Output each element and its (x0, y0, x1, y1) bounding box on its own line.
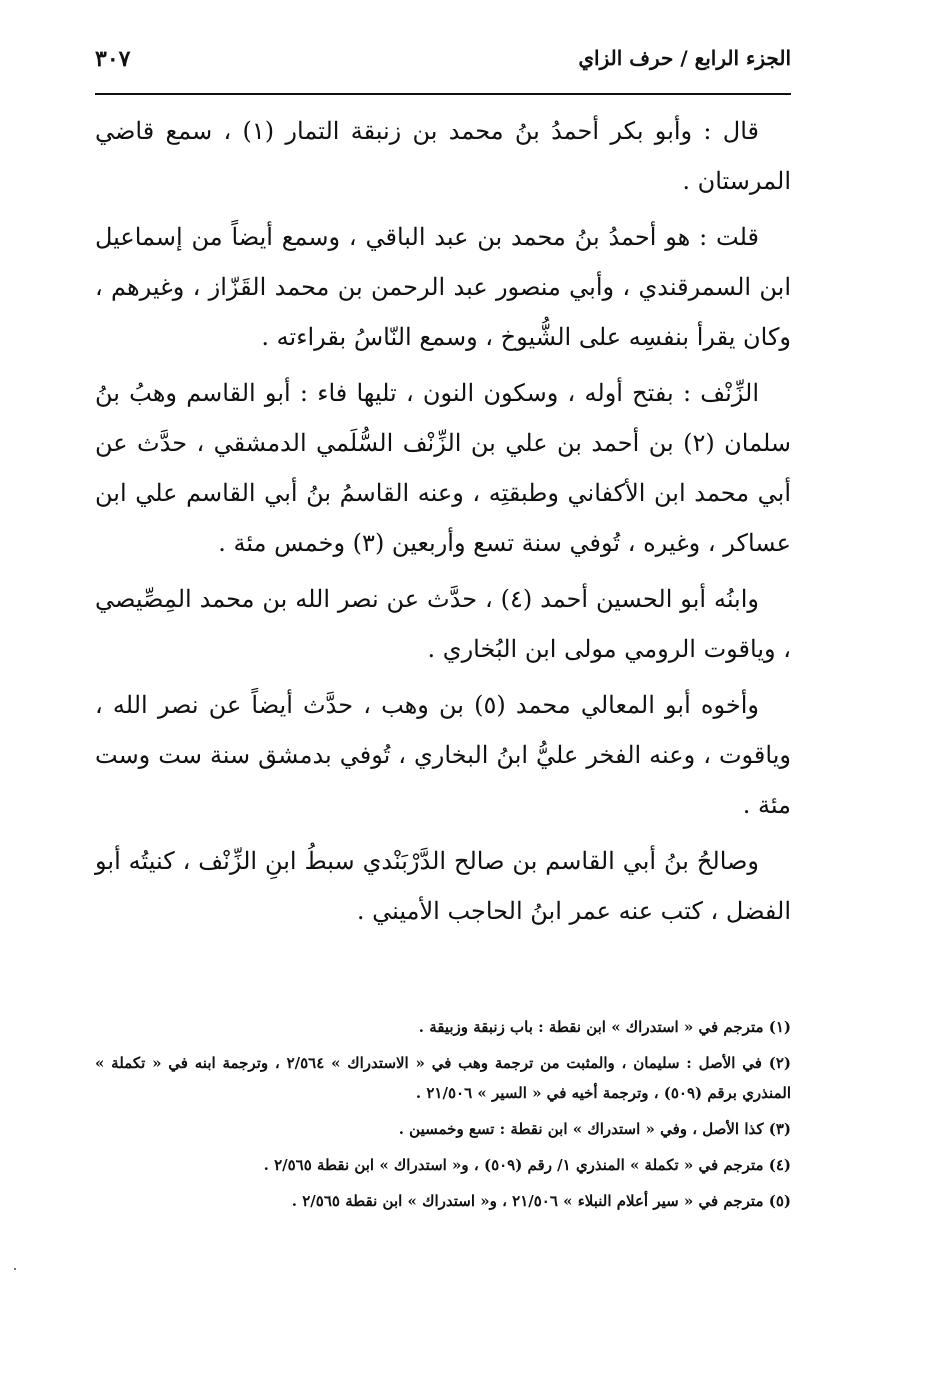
header-rule (95, 93, 791, 95)
footnote: (٥) مترجم في « سير أعلام النبلاء » ٢١/٥٠٦ ، و« استدراك » ابن نقطة ٢/٥٦٥ . (291, 1192, 791, 1210)
footnotes (95, 1012, 791, 1222)
paragraph: قلت : هو أحمدُ بنُ محمد بن عبد الباقي ، وسمع أيضاً من إسماعيل ابن السمرقندي ، وأبي منصور عبد الرحمن بن محمد القَزّاز ، وغيرهم ، وكان يقرأ بنفسِه على الشُّيوخ ، وسمع النّاسُ بقراءته . (95, 223, 791, 351)
footnote: (٢) في الأصل : سليمان ، والمثبت من ترجمة وهب في « الاستدراك » ٢/٥٦٤ ، وترجمة ابنه في « تكملة » المنذري برقم (٥٠٩) ، وترجمة أخيه في « السير » ٢١/٥٠٦ . (95, 1054, 791, 1102)
paragraph: الزِّنْف : بفتح أوله ، وسكون النون ، تليها فاء : أبو القاسم وهبُ بنُ سلمان (٢) بن أحمد بن علي بن الزِّنْف السُّلَمي الدمشقي ، حدَّث عن أبي محمد ابن الأكفاني وطبقتِه ، وعنه القاسمُ بنُ أبي القاسم علي ابن عساكر ، وغيره ، تُوفي سنة تسع وأربعين (٣) وخمس مئة . (95, 379, 791, 557)
scan-speck (14, 1268, 16, 1270)
paragraph: وابنُه أبو الحسين أحمد (٤) ، حدَّث عن نصر الله بن محمد المِصِّيصي ، وياقوت الرومي مولى ابن البُخاري . (95, 585, 791, 663)
main-text (95, 106, 791, 942)
page-header (95, 40, 791, 86)
footnote: (١) مترجم في « استدراك » ابن نقطة : باب زنبقة وزبيقة . (418, 1018, 791, 1036)
paragraph: قال : وأبو بكر أحمدُ بنُ محمد بن زنبقة التمار (١) ، سمع قاضي المرستان . (95, 117, 791, 195)
page-number: ٣٠٧ (95, 46, 131, 72)
running-title: الجزء الرابع / حرف الزاي (578, 46, 791, 70)
footnote: (٤) مترجم في « تكملة » المنذري ١/ رقم (٥٠٩) ، و« استدراك » ابن نقطة ٢/٥٦٥ . (263, 1156, 791, 1174)
paragraph: وصالحُ بنُ أبي القاسم بن صالح الدَّرْبَنْدي سبطُ ابنِ الزِّنْف ، كنيتُه أبو الفضل ، كتب عنه عمر ابنُ الحاجب الأميني . (95, 847, 791, 925)
paragraph: وأخوه أبو المعالي محمد (٥) بن وهب ، حدَّث أيضاً عن نصر الله ، وياقوت ، وعنه الفخر عليُّ ابنُ البخاري ، تُوفي بدمشق سنة ست وست مئة . (95, 691, 791, 819)
footnote: (٣) كذا الأصل ، وفي « استدراك » ابن نقطة : تسع وخمسين . (398, 1120, 791, 1138)
